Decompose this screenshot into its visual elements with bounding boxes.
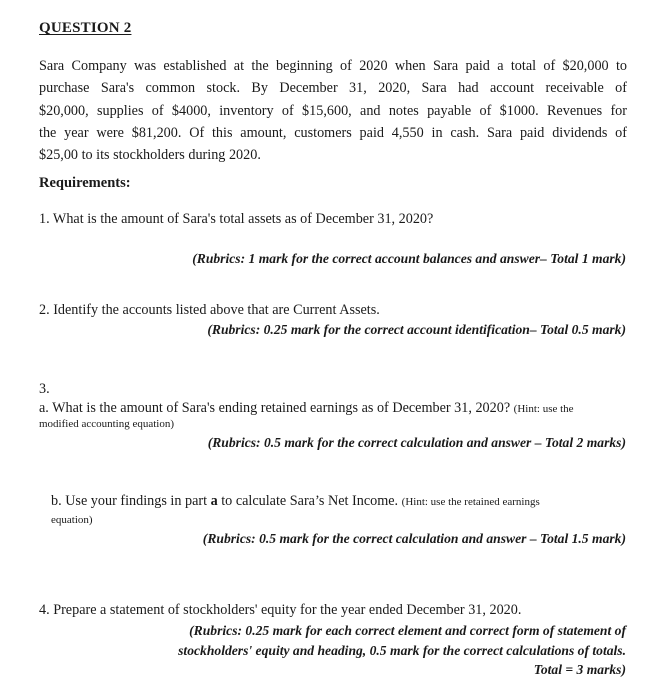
question-3a-main: a. What is the amount of Sara's ending retained earnings as of December 31, 2020? xyxy=(39,400,511,416)
intro-line: Sara Company was established at the beginning of 2020 when Sara paid a total of $20,000 to xyxy=(39,58,627,74)
question-1-rubric: (Rubrics: 1 mark for the correct account balances and answer– Total 1 mark) xyxy=(192,251,626,266)
question-3b-hint: (Hint: use the retained earnings xyxy=(401,496,540,508)
question-4-rubric-line: Total = 3 marks) xyxy=(533,662,626,677)
question-2-rubric: (Rubrics: 0.25 mark for the correct account identification– Total 0.5 mark) xyxy=(207,322,626,337)
question-4-text: 4. Prepare a statement of stockholders' equity for the year ended December 31, 2020. xyxy=(39,602,522,618)
question-4-rubric xyxy=(178,621,626,680)
question-3-number: 3. xyxy=(39,381,50,397)
question-3b-suffix: to calculate Sara’s Net Income. xyxy=(217,493,399,509)
question-3a-hint-cont: modified accounting equation) xyxy=(39,418,175,430)
intro-line: the year were $81,200. Of this amount, customers paid 4,550 in cash. Sara paid dividends of xyxy=(39,124,627,141)
question-3a-hint: (Hint: use the xyxy=(513,403,574,415)
question-intro xyxy=(39,55,627,166)
question-3b-prefix: b. Use your findings in part xyxy=(51,493,211,509)
question-3b-bold: a xyxy=(210,493,218,509)
intro-line: $25,00 to its stockholders during 2020. xyxy=(39,147,261,164)
intro-line: purchase Sara's common stock. By December 31, 2020, Sara had account receivable of xyxy=(39,80,627,97)
question-3a-rubric: (Rubrics: 0.5 mark for the correct calculation and answer – Total 2 marks) xyxy=(207,435,626,450)
question-3b-text xyxy=(51,493,631,510)
question-3a-text xyxy=(39,400,639,417)
question-1-text: 1. What is the amount of Sara's total assets as of December 31, 2020? xyxy=(39,211,434,227)
question-4-rubric-line: stockholders' equity and heading, 0.5 mark for the correct calculations of totals. xyxy=(178,642,626,658)
question-heading: QUESTION 2 xyxy=(39,20,132,36)
requirements-label: Requirements: xyxy=(39,175,131,191)
question-4-rubric-line: (Rubrics: 0.25 mark for each correct element and correct form of statement of xyxy=(189,623,626,638)
question-3b-rubric: (Rubrics: 0.5 mark for the correct calculation and answer – Total 1.5 mark) xyxy=(202,531,626,546)
question-3b-hint-cont: equation) xyxy=(51,514,93,526)
question-2-text: 2. Identify the accounts listed above that are Current Assets. xyxy=(39,302,380,318)
intro-line: $20,000, supplies of $4000, inventory of $15,600, and notes payable of $1000. Revenues for xyxy=(39,102,627,119)
